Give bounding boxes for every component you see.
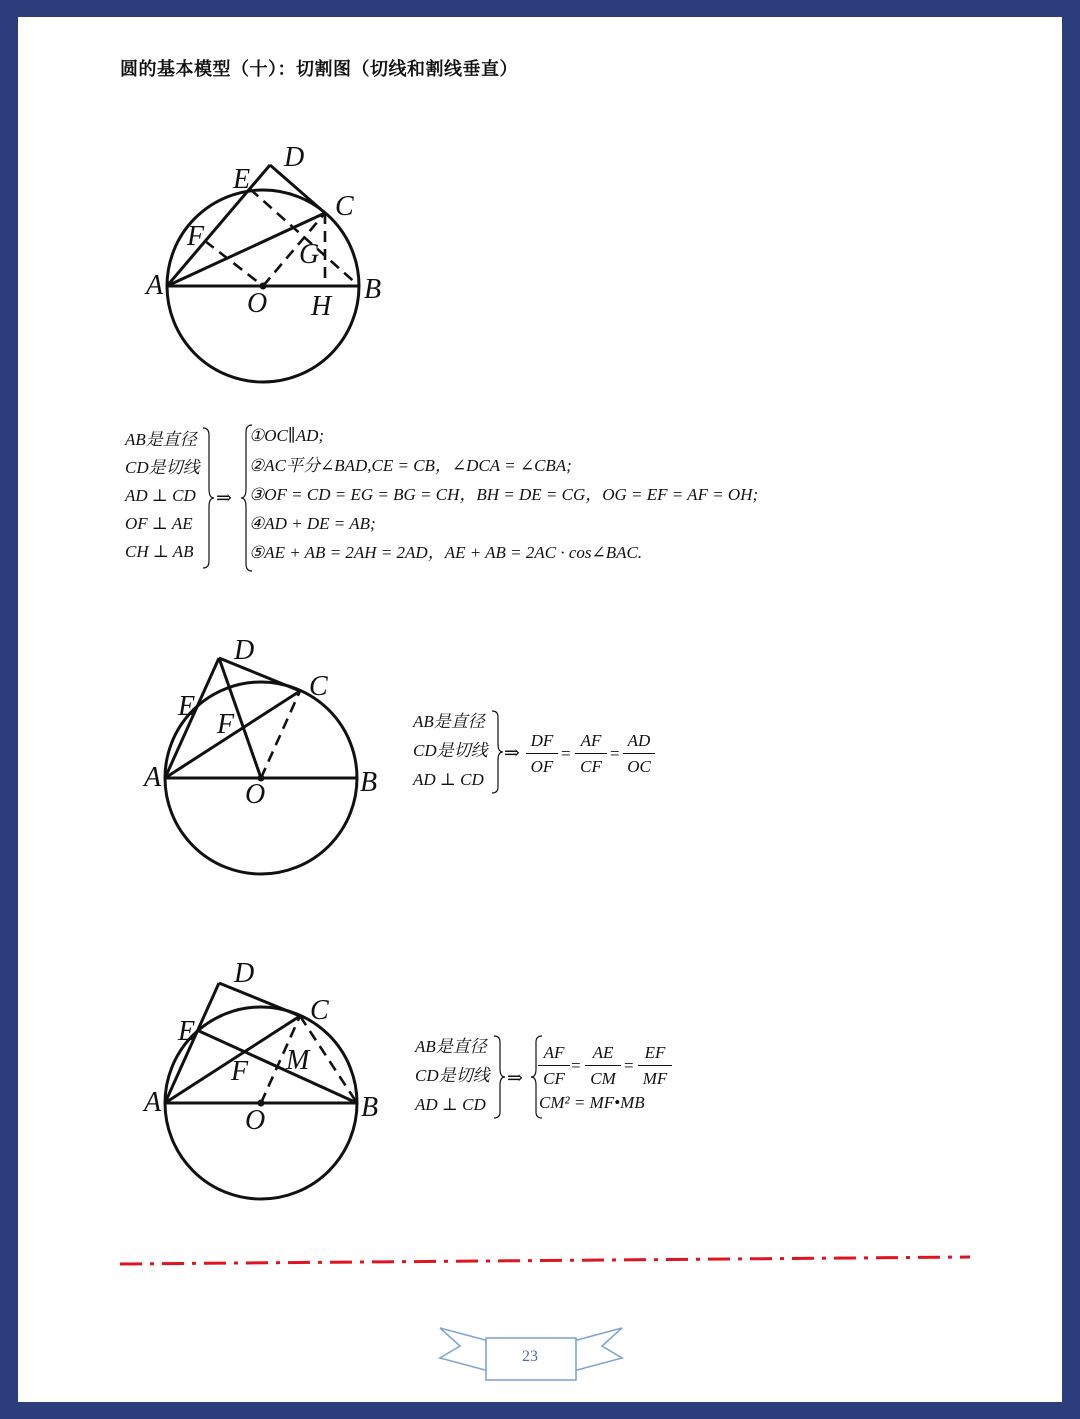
numerator: AE xyxy=(585,1043,621,1066)
label-f: F xyxy=(231,1056,249,1087)
denominator: CF xyxy=(580,757,602,776)
result-cm-squared: CM² = MF•MB xyxy=(539,1093,645,1112)
condition-4: OF ⊥ AE xyxy=(125,514,193,533)
label-b: B xyxy=(364,274,382,305)
label-c: C xyxy=(335,191,354,222)
implies-arrow-3: ⇒ xyxy=(507,1068,523,1089)
equals-sign: = xyxy=(561,744,571,763)
label-o: O xyxy=(245,1105,266,1136)
denominator: OF xyxy=(530,757,554,776)
condition-2: CD是切线 xyxy=(413,741,488,760)
condition-3: AD ⊥ CD xyxy=(125,486,196,505)
condition-3: AD ⊥ CD xyxy=(413,770,484,789)
numerator: EF xyxy=(638,1043,672,1066)
condition-1: AB是直径 xyxy=(415,1037,487,1056)
page-title: 圆的基本模型（十）：切割图（切线和割线垂直） xyxy=(120,59,518,80)
denominator: MF xyxy=(642,1069,668,1088)
denominator: OC xyxy=(627,757,651,776)
block-3-line-2 xyxy=(539,1094,645,1111)
dash-dot-divider xyxy=(120,1252,970,1266)
label-h: H xyxy=(311,291,332,322)
condition-5: CH ⊥ AB xyxy=(125,542,194,561)
fraction-ef-mf xyxy=(638,1043,672,1089)
condition-2: CD是切线 xyxy=(415,1066,490,1085)
equals-sign: = xyxy=(571,1056,581,1075)
numerator: AF xyxy=(575,731,607,754)
label-m: M xyxy=(286,1045,310,1076)
label-a: A xyxy=(144,762,162,793)
fraction-af-cf xyxy=(538,1043,570,1089)
result-4: ④AD + DE = AB; xyxy=(249,514,376,533)
fraction-ae-cm xyxy=(585,1043,621,1089)
right-brace-3 xyxy=(492,1035,506,1119)
label-d: D xyxy=(234,635,255,666)
numerator: DF xyxy=(526,731,558,754)
label-e: E xyxy=(178,691,196,722)
label-b: B xyxy=(360,767,378,798)
label-e: E xyxy=(178,1016,196,1047)
numerator: AF xyxy=(538,1043,570,1066)
label-f: F xyxy=(187,221,205,252)
result-3: ③OF = CD = EG = BG = CH，BH = DE = CG，OG = EF = AF = OH; xyxy=(249,485,759,504)
denominator: CM xyxy=(590,1069,616,1088)
page xyxy=(18,17,1062,1402)
label-o: O xyxy=(245,779,266,810)
condition-3: AD ⊥ CD xyxy=(415,1095,486,1114)
result-2: ②AC平分∠BAD,CE = CB，∠DCA = ∠CBA; xyxy=(249,456,572,475)
label-c: C xyxy=(309,671,328,702)
condition-1: AB是直径 xyxy=(125,430,197,449)
condition-1: AB是直径 xyxy=(413,712,485,731)
result-5: ⑤AE + AB = 2AH = 2AD，AE + AB = 2AC · cos∠BAC. xyxy=(249,543,643,562)
label-o: O xyxy=(247,288,268,319)
equals-sign: = xyxy=(624,1056,634,1075)
condition-2: CD是切线 xyxy=(125,458,200,477)
label-g: G xyxy=(299,239,320,270)
label-c: C xyxy=(310,995,329,1026)
label-f: F xyxy=(217,709,235,740)
implies-arrow-2: ⇒ xyxy=(504,743,520,764)
label-d: D xyxy=(284,142,305,173)
label-e: E xyxy=(233,164,251,195)
implies-arrow-1: ⇒ xyxy=(216,488,232,509)
result-1: ①OC∥AD; xyxy=(249,426,325,445)
label-b: B xyxy=(361,1092,379,1123)
equals-sign: = xyxy=(610,744,620,763)
label-a: A xyxy=(144,1087,162,1118)
label-d: D xyxy=(234,958,255,989)
page-number: 23 xyxy=(522,1348,538,1365)
numerator: AD xyxy=(623,731,655,754)
label-a: A xyxy=(146,270,164,301)
denominator: CF xyxy=(543,1069,565,1088)
